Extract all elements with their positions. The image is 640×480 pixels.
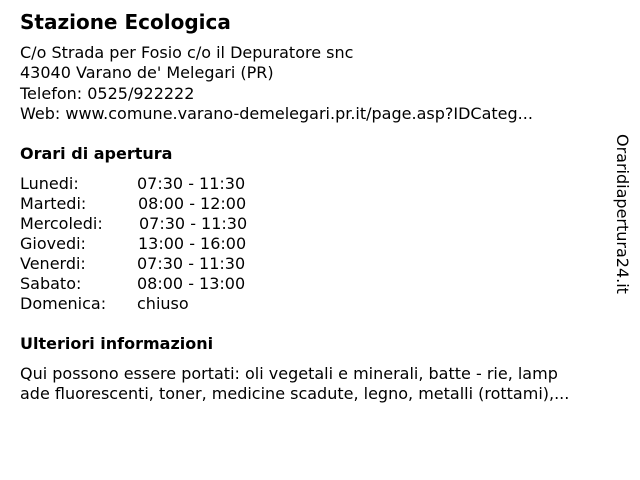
- time-value: 07:30 - 11:30: [137, 254, 246, 273]
- day-label: Domenica:: [20, 294, 107, 313]
- site-watermark: [612, 134, 634, 312]
- time-value: chiuso: [137, 294, 189, 313]
- page-title: Stazione Ecologica: [20, 10, 231, 34]
- time-value: 08:00 - 13:00: [137, 274, 246, 293]
- day-label: Martedi:: [20, 194, 87, 213]
- phone-number: Telefon: 0525/922222: [20, 83, 195, 103]
- time-value: 08:00 - 12:00: [138, 194, 247, 213]
- time-value: 07:30 - 11:30: [137, 174, 246, 193]
- info-line: Qui possono essere portati: oli vegetali e minerali, batte - rie, lamp: [20, 364, 558, 383]
- day-label: Giovedi:: [20, 234, 86, 253]
- watermark-text: Oraridiapertura24.it: [613, 134, 632, 294]
- day-label: Sabato:: [20, 274, 82, 293]
- time-value: 13:00 - 16:00: [138, 234, 247, 253]
- day-label: Lunedi:: [20, 174, 79, 193]
- address-block: [20, 43, 533, 124]
- city-address: 43040 Varano de' Melegari (PR): [20, 63, 274, 83]
- additional-info-text: [20, 364, 620, 404]
- street-address: C/o Strada per Fosio c/o il Depuratore snc: [20, 43, 354, 62]
- opening-hours-heading: Orari di apertura: [20, 144, 173, 163]
- day-label: Mercoledi:: [20, 214, 103, 233]
- additional-info-heading: Ulteriori informazioni: [20, 334, 214, 353]
- website-link[interactable]: Web: www.comune.varano-demelegari.pr.it/page.asp?IDCateg...: [20, 103, 533, 123]
- time-value: 07:30 - 11:30: [139, 214, 248, 233]
- day-label: Venerdi:: [20, 254, 86, 273]
- info-line: ade fluorescenti, toner, medicine scadute, legno, metalli (rottami),...: [20, 384, 570, 403]
